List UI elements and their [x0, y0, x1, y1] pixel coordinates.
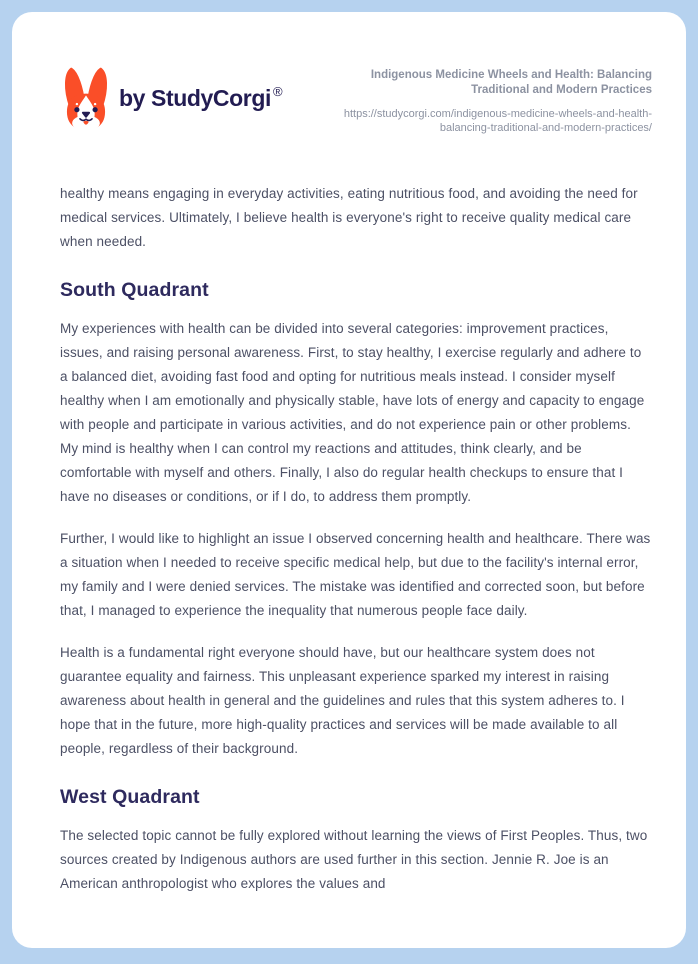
document-title: Indigenous Medicine Wheels and Health: Balancing Traditional and Modern Practices	[370, 69, 652, 96]
document-card	[12, 12, 686, 948]
west-quadrant-paragraph-1: The selected topic cannot be fully explored without learning the views of First Peoples. Thus, two sources created by Indigenous authors are used further in this section. Jennie R. Joe is an American anthropologist who explores the values and	[60, 828, 648, 891]
brand-wordmark	[119, 84, 283, 112]
south-quadrant-paragraph-2: Further, I would like to highlight an issue I observed concerning health and healthcare. There was a situation when I needed to receive specific medical help, but due to the facility's internal error, my family and I were denied services. The mistake was identified and corrected soon, but before that, I managed to experience the inequality that numerous people face daily.	[60, 531, 651, 618]
section-heading-west-quadrant: West Quadrant	[60, 786, 200, 808]
document-header	[60, 63, 652, 135]
intro-paragraph: healthy means engaging in everyday activities, eating nutritious food, and avoiding the need for medical services. Ultimately, I believe health is everyone's right to receive quality medical care when needed.	[60, 186, 638, 249]
section-heading-south-quadrant: South Quadrant	[60, 279, 209, 301]
south-quadrant-paragraph-1: My experiences with health can be divided into several categories: improvement practices, issues, and raising personal awareness. First, to stay healthy, I exercise regularly and adhere to a balanced diet, avoiding fast food and opting for nutritious meals instead. I consider myself healthy when I am emotionally and physically stable, have lots of energy and capacity to engage with people and participate in various activities, and do not experience pain or other problems. My mind is healthy when I can control my reactions and attitudes, think clearly, and be comfortable with myself and others. Finally, I also do regular health checkups to ensure that I have no diseases or conditions, or if I do, to address them promptly.	[60, 321, 645, 504]
corgi-icon	[60, 63, 112, 133]
registered-trademark-symbol: ®	[272, 84, 283, 99]
south-quadrant-paragraph-3: Health is a fundamental right everyone should have, but our healthcare system does not guarantee equality and fairness. This unpleasant experience sparked my interest in raising awareness about health in general and the guidelines and rules that this system adheres to. I hope that in the future, more high-quality practices and services will be made available to all people, regardless of their background.	[60, 645, 625, 756]
brand-text: by StudyCorgi	[119, 85, 271, 111]
document-body	[60, 182, 652, 896]
document-title-block	[322, 68, 652, 135]
document-source-url[interactable]: https://studycorgi.com/indigenous-medicine-wheels-and-health-balancing-traditional-and-modern-practices/	[343, 108, 652, 134]
studycorgi-logo[interactable]	[60, 63, 283, 133]
